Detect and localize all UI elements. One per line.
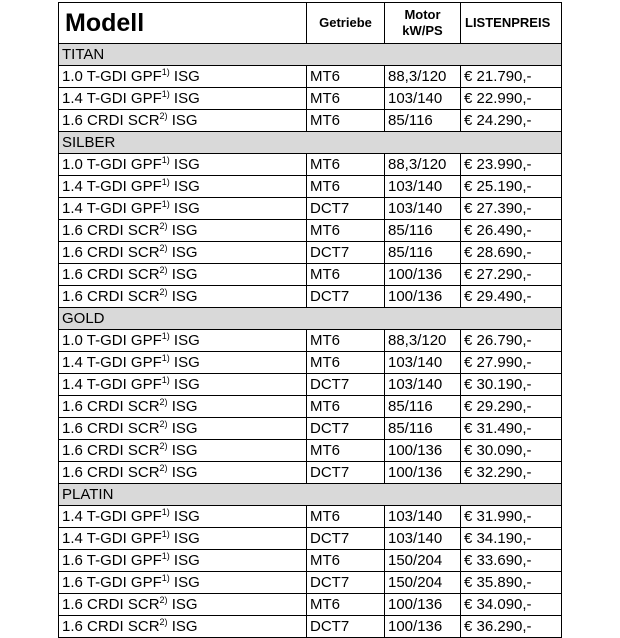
table-row: [59, 352, 562, 374]
engine-name: 1.6 CRDI SCR: [62, 221, 160, 239]
table-row: [59, 242, 562, 264]
cell-gearbox: MT6: [307, 88, 385, 110]
cell-price: € 23.990,-: [461, 154, 562, 176]
engine-name: 1.4 T-GDI GPF: [62, 177, 162, 195]
group-row: [59, 44, 562, 66]
cell-power: 103/140: [385, 176, 461, 198]
cell-power: 100/136: [385, 594, 461, 616]
engine-name: 1.6 CRDI SCR: [62, 617, 160, 635]
cell-engine: [59, 242, 307, 264]
cell-power: 150/204: [385, 572, 461, 594]
cell-power: 103/140: [385, 528, 461, 550]
cell-power: 150/204: [385, 550, 461, 572]
cell-gearbox: DCT7: [307, 418, 385, 440]
engine-name: 1.4 T-GDI GPF: [62, 199, 162, 217]
footnote-ref: 2): [159, 440, 168, 451]
group-name: TITAN: [59, 44, 562, 66]
cell-gearbox: MT6: [307, 154, 385, 176]
table-row: [59, 88, 562, 110]
engine-suffix: ISG: [169, 155, 200, 173]
footnote-ref: 1): [161, 88, 170, 99]
footnote-ref: 2): [159, 242, 168, 253]
cell-price: € 24.290,-: [461, 110, 562, 132]
footnote-ref: 1): [161, 550, 170, 561]
engine-name: 1.0 T-GDI GPF: [62, 67, 162, 85]
footnote-ref: 2): [159, 594, 168, 605]
header-motor-line2: kW/PS: [402, 23, 443, 38]
footnote-ref: 1): [161, 198, 170, 209]
group-name: PLATIN: [59, 484, 562, 506]
cell-power: 100/136: [385, 462, 461, 484]
engine-suffix: ISG: [167, 221, 198, 239]
cell-price: € 34.090,-: [461, 594, 562, 616]
cell-gearbox: DCT7: [307, 616, 385, 638]
cell-price: € 31.490,-: [461, 418, 562, 440]
engine-name: 1.6 CRDI SCR: [62, 397, 160, 415]
table-row: [59, 418, 562, 440]
table-row: [59, 330, 562, 352]
cell-power: 85/116: [385, 110, 461, 132]
table-row: [59, 220, 562, 242]
footnote-ref: 2): [159, 462, 168, 473]
cell-price: € 30.090,-: [461, 440, 562, 462]
cell-gearbox: MT6: [307, 594, 385, 616]
footnote-ref: 1): [161, 330, 170, 341]
footnote-ref: 2): [159, 616, 168, 627]
group-name: SILBER: [59, 132, 562, 154]
cell-power: 100/136: [385, 264, 461, 286]
group-name: GOLD: [59, 308, 562, 330]
cell-power: 100/136: [385, 616, 461, 638]
engine-name: 1.4 T-GDI GPF: [62, 529, 162, 547]
engine-suffix: ISG: [167, 463, 198, 481]
cell-gearbox: DCT7: [307, 242, 385, 264]
group-row: [59, 132, 562, 154]
header-row: [59, 3, 562, 44]
engine-name: 1.4 T-GDI GPF: [62, 375, 162, 393]
cell-power: 88,3/120: [385, 66, 461, 88]
footnote-ref: 2): [159, 396, 168, 407]
engine-suffix: ISG: [167, 397, 198, 415]
cell-gearbox: MT6: [307, 176, 385, 198]
footnote-ref: 1): [161, 528, 170, 539]
footnote-ref: 1): [161, 352, 170, 363]
engine-name: 1.4 T-GDI GPF: [62, 353, 162, 371]
cell-gearbox: MT6: [307, 550, 385, 572]
table-row: [59, 110, 562, 132]
engine-suffix: ISG: [169, 89, 200, 107]
cell-engine: [59, 572, 307, 594]
table-row: [59, 462, 562, 484]
engine-suffix: ISG: [169, 507, 200, 525]
cell-engine: [59, 330, 307, 352]
cell-gearbox: MT6: [307, 220, 385, 242]
footnote-ref: 2): [159, 286, 168, 297]
cell-price: € 22.990,-: [461, 88, 562, 110]
cell-price: € 32.290,-: [461, 462, 562, 484]
table-row: [59, 506, 562, 528]
engine-suffix: ISG: [169, 353, 200, 371]
cell-power: 103/140: [385, 506, 461, 528]
engine-suffix: ISG: [167, 617, 198, 635]
cell-engine: [59, 594, 307, 616]
engine-name: 1.6 CRDI SCR: [62, 441, 160, 459]
cell-engine: [59, 286, 307, 308]
table-row: [59, 264, 562, 286]
table-row: [59, 176, 562, 198]
cell-engine: [59, 616, 307, 638]
table-row: [59, 286, 562, 308]
price-list: [58, 2, 562, 638]
cell-power: 85/116: [385, 220, 461, 242]
engine-suffix: ISG: [169, 331, 200, 349]
engine-name: 1.6 CRDI SCR: [62, 265, 160, 283]
cell-engine: [59, 396, 307, 418]
engine-name: 1.4 T-GDI GPF: [62, 507, 162, 525]
header-price: LISTENPREIS: [461, 3, 562, 44]
cell-engine: [59, 154, 307, 176]
cell-price: € 33.690,-: [461, 550, 562, 572]
engine-name: 1.6 CRDI SCR: [62, 419, 160, 437]
cell-engine: [59, 66, 307, 88]
cell-power: 85/116: [385, 242, 461, 264]
group-row: [59, 308, 562, 330]
price-table: [58, 2, 562, 638]
cell-power: 88,3/120: [385, 154, 461, 176]
cell-gearbox: DCT7: [307, 374, 385, 396]
cell-gearbox: DCT7: [307, 462, 385, 484]
cell-price: € 26.790,-: [461, 330, 562, 352]
cell-price: € 29.290,-: [461, 396, 562, 418]
cell-price: € 27.990,-: [461, 352, 562, 374]
cell-gearbox: MT6: [307, 110, 385, 132]
cell-price: € 21.790,-: [461, 66, 562, 88]
cell-gearbox: MT6: [307, 264, 385, 286]
engine-name: 1.6 T-GDI GPF: [62, 573, 162, 591]
table-row: [59, 594, 562, 616]
table-row: [59, 528, 562, 550]
cell-price: € 36.290,-: [461, 616, 562, 638]
footnote-ref: 2): [159, 418, 168, 429]
engine-name: 1.6 CRDI SCR: [62, 463, 160, 481]
cell-engine: [59, 220, 307, 242]
header-model: Modell: [59, 3, 307, 44]
table-row: [59, 396, 562, 418]
cell-gearbox: DCT7: [307, 572, 385, 594]
engine-name: 1.0 T-GDI GPF: [62, 331, 162, 349]
engine-suffix: ISG: [167, 265, 198, 283]
engine-suffix: ISG: [169, 375, 200, 393]
cell-engine: [59, 374, 307, 396]
footnote-ref: 1): [161, 176, 170, 187]
cell-price: € 34.190,-: [461, 528, 562, 550]
cell-power: 100/136: [385, 440, 461, 462]
engine-suffix: ISG: [169, 551, 200, 569]
cell-power: 103/140: [385, 198, 461, 220]
cell-gearbox: MT6: [307, 396, 385, 418]
cell-engine: [59, 198, 307, 220]
engine-name: 1.6 CRDI SCR: [62, 595, 160, 613]
engine-suffix: ISG: [167, 243, 198, 261]
cell-engine: [59, 88, 307, 110]
cell-engine: [59, 462, 307, 484]
cell-gearbox: MT6: [307, 352, 385, 374]
cell-engine: [59, 352, 307, 374]
cell-power: 103/140: [385, 374, 461, 396]
cell-price: € 30.190,-: [461, 374, 562, 396]
engine-suffix: ISG: [167, 419, 198, 437]
engine-suffix: ISG: [169, 529, 200, 547]
cell-power: 103/140: [385, 352, 461, 374]
cell-gearbox: DCT7: [307, 528, 385, 550]
table-body: [59, 44, 562, 638]
engine-suffix: ISG: [167, 441, 198, 459]
table-row: [59, 198, 562, 220]
footnote-ref: 1): [161, 66, 170, 77]
cell-price: € 28.690,-: [461, 242, 562, 264]
engine-name: 1.6 T-GDI GPF: [62, 551, 162, 569]
cell-price: € 29.490,-: [461, 286, 562, 308]
engine-suffix: ISG: [169, 67, 200, 85]
cell-engine: [59, 176, 307, 198]
table-row: [59, 374, 562, 396]
cell-power: 88,3/120: [385, 330, 461, 352]
table-row: [59, 616, 562, 638]
cell-engine: [59, 440, 307, 462]
cell-price: € 35.890,-: [461, 572, 562, 594]
engine-name: 1.6 CRDI SCR: [62, 243, 160, 261]
cell-gearbox: MT6: [307, 330, 385, 352]
table-row: [59, 550, 562, 572]
cell-price: € 31.990,-: [461, 506, 562, 528]
footnote-ref: 1): [161, 374, 170, 385]
cell-price: € 26.490,-: [461, 220, 562, 242]
cell-price: € 27.390,-: [461, 198, 562, 220]
engine-name: 1.4 T-GDI GPF: [62, 89, 162, 107]
header-motor: [385, 3, 461, 44]
cell-engine: [59, 528, 307, 550]
engine-name: 1.0 T-GDI GPF: [62, 155, 162, 173]
engine-name: 1.6 CRDI SCR: [62, 287, 160, 305]
cell-engine: [59, 506, 307, 528]
cell-gearbox: MT6: [307, 506, 385, 528]
footnote-ref: 2): [159, 110, 168, 121]
cell-engine: [59, 264, 307, 286]
cell-power: 85/116: [385, 396, 461, 418]
header-motor-line1: Motor: [404, 7, 441, 22]
cell-engine: [59, 110, 307, 132]
cell-price: € 25.190,-: [461, 176, 562, 198]
cell-engine: [59, 418, 307, 440]
group-row: [59, 484, 562, 506]
cell-gearbox: MT6: [307, 440, 385, 462]
footnote-ref: 2): [159, 264, 168, 275]
header-gearbox: Getriebe: [307, 3, 385, 44]
engine-name: 1.6 CRDI SCR: [62, 111, 160, 129]
engine-suffix: ISG: [167, 287, 198, 305]
table-row: [59, 66, 562, 88]
table-row: [59, 154, 562, 176]
cell-power: 103/140: [385, 88, 461, 110]
engine-suffix: ISG: [169, 199, 200, 217]
footnote-ref: 1): [161, 506, 170, 517]
footnote-ref: 1): [161, 154, 170, 165]
engine-suffix: ISG: [167, 595, 198, 613]
engine-suffix: ISG: [167, 111, 198, 129]
engine-suffix: ISG: [169, 177, 200, 195]
footnote-ref: 2): [159, 220, 168, 231]
cell-gearbox: MT6: [307, 66, 385, 88]
cell-gearbox: DCT7: [307, 286, 385, 308]
cell-gearbox: DCT7: [307, 198, 385, 220]
footnote-ref: 1): [161, 572, 170, 583]
cell-price: € 27.290,-: [461, 264, 562, 286]
table-row: [59, 572, 562, 594]
table-row: [59, 440, 562, 462]
cell-power: 85/116: [385, 418, 461, 440]
cell-power: 100/136: [385, 286, 461, 308]
cell-engine: [59, 550, 307, 572]
engine-suffix: ISG: [169, 573, 200, 591]
